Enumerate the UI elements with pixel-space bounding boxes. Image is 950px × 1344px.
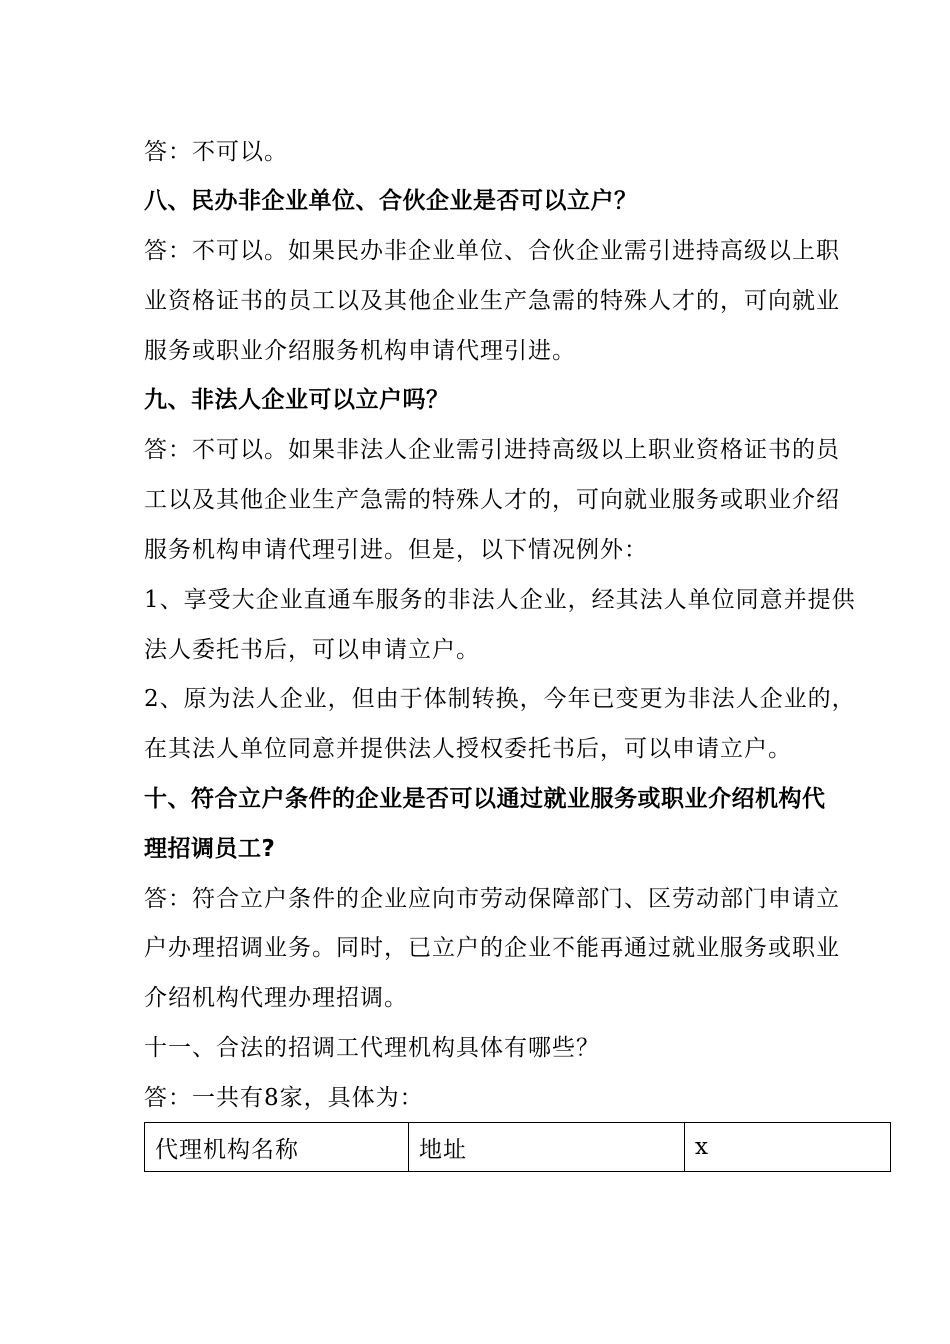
answer-9-line-2: 工以及其他企业生产急需的特殊人才的，可向就业服务或职业介绍 — [144, 487, 840, 513]
answer-10-line-1: 答：符合立户条件的企业应向市劳动保障部门、区劳动部门申请立 — [144, 886, 840, 912]
answer-8-line-1: 答：不可以。如果民办非企业单位、合伙企业需引进持高级以上职 — [144, 238, 840, 264]
exception-2-line-1: 2、原为法人企业，但由于体制转换，今年已变更为非法人企业的， — [144, 686, 856, 712]
question-10-heading-line-1: 十、符合立户条件的企业是否可以通过就业服务或职业介绍机构代 — [144, 786, 826, 812]
answer-8-line-2: 业资格证书的员工以及其他企业生产急需的特殊人才的，可向就业 — [144, 288, 840, 314]
question-11-heading: 十一、合法的招调工代理机构具体有哪些？ — [144, 1035, 600, 1061]
question-8-heading: 八、民办非企业单位、合伙企业是否可以立户？ — [144, 188, 638, 214]
header-address: 地址 — [409, 1123, 685, 1172]
answer-8-line-3: 服务或职业介绍服务机构申请代理引进。 — [144, 338, 576, 364]
answer-7-line: 答：不可以。 — [144, 139, 288, 165]
header-x: x — [685, 1123, 891, 1172]
answer-10-line-2: 户办理招调业务。同时，已立户的企业不能再通过就业服务或职业 — [144, 935, 840, 961]
agency-table — [144, 1122, 891, 1172]
question-10-heading-line-2: 理招调员工? — [144, 836, 276, 862]
exception-2-line-2: 在其法人单位同意并提供法人授权委托书后，可以申请立户。 — [144, 736, 792, 762]
answer-9-line-3: 服务机构申请代理引进。但是，以下情况例外： — [144, 537, 648, 563]
answer-9-line-1: 答：不可以。如果非法人企业需引进持高级以上职业资格证书的员 — [144, 437, 840, 463]
exception-1-line-1: 1、享受大企业直通车服务的非法人企业，经其法人单位同意并提供 — [144, 587, 856, 613]
exception-1-line-2: 法人委托书后，可以申请立户。 — [144, 637, 480, 663]
question-9-heading: 九、非法人企业可以立户吗？ — [144, 387, 450, 413]
table-header-row — [145, 1123, 891, 1172]
answer-10-line-3: 介绍机构代理办理招调。 — [144, 985, 408, 1011]
answer-11-line: 答：一共有8家，具体为： — [144, 1085, 424, 1111]
header-agency-name: 代理机构名称 — [145, 1123, 409, 1172]
